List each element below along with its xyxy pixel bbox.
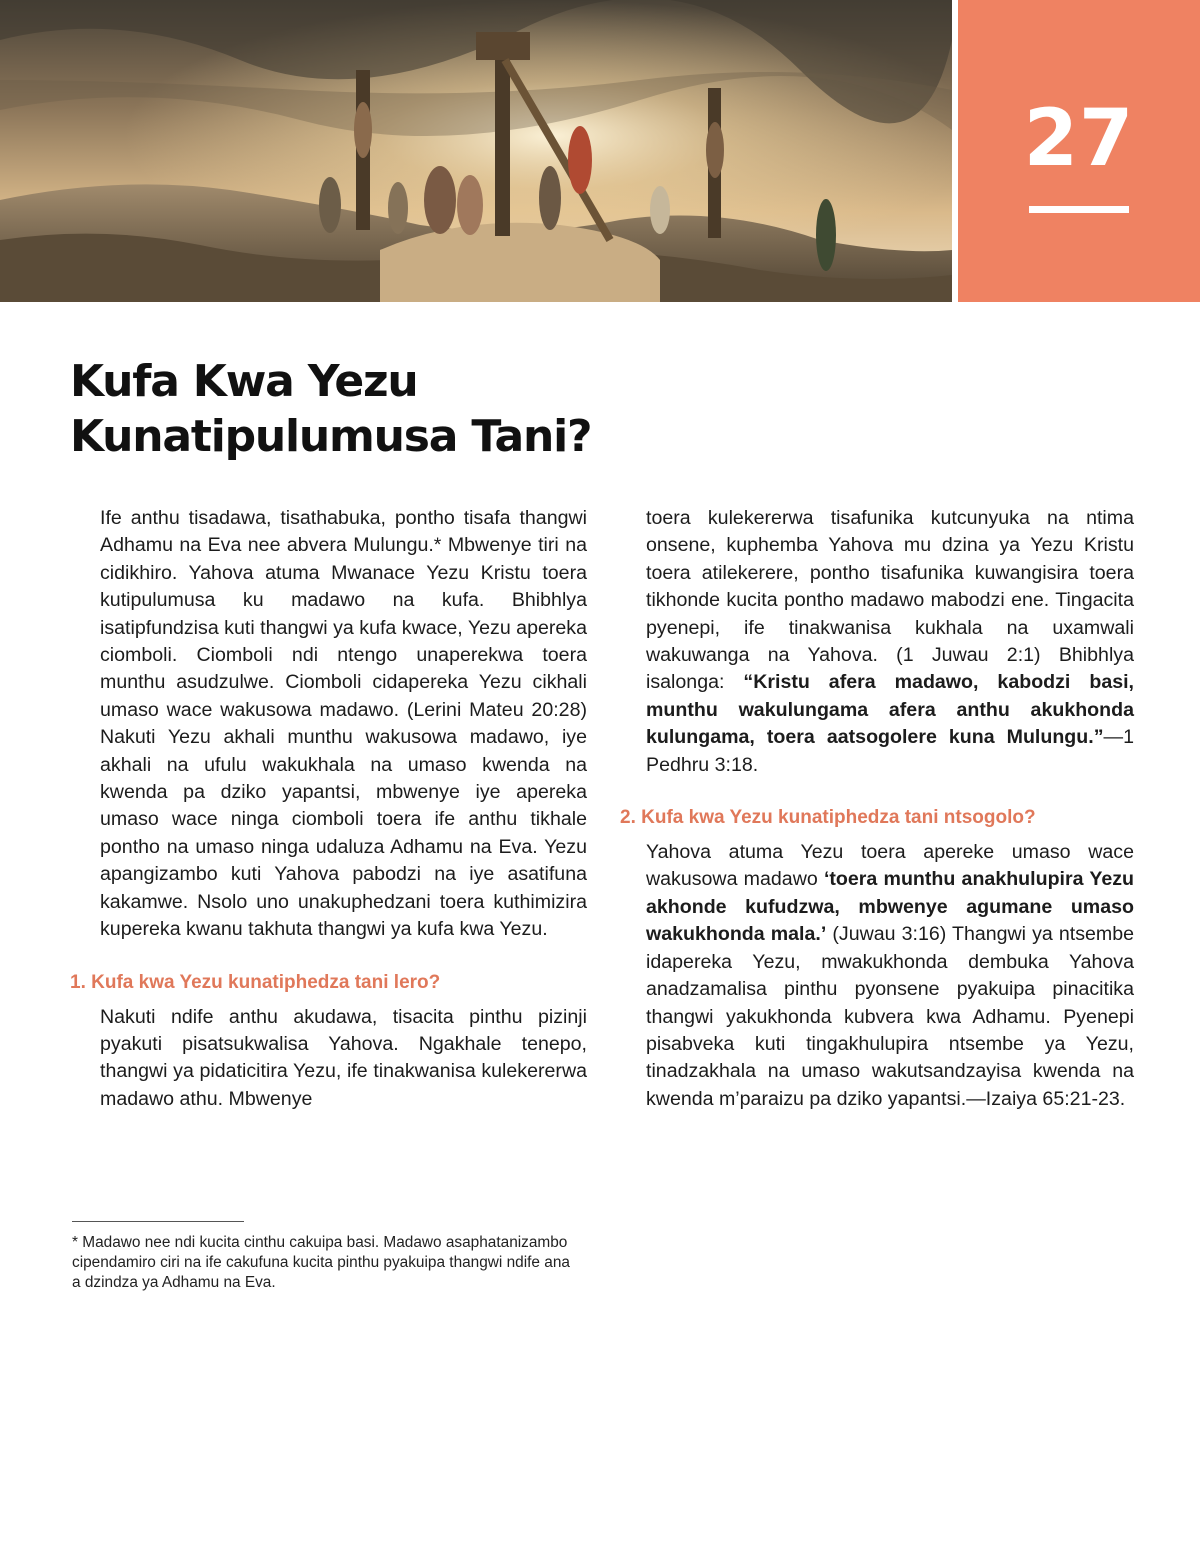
- title-line-1: Kufa Kwa Yezu: [70, 356, 418, 407]
- chapter-underline: [1029, 206, 1129, 213]
- question-1-text-start: Nakuti ndife anthu akudawa, tisacita pinthu pizinji pyakuti pisatsukwalisa Yahova. Ngakhale tenepo, thangwi ya pidaticitira Yezu, ife tinakwanisa kulekererwa madawo athu. Mbwenye: [100, 1005, 587, 1110]
- left-column: [70, 505, 587, 1113]
- footnote-divider: [72, 1221, 244, 1222]
- question-1-heading: 1. Kufa kwa Yezu kunatiphedza tani lero?: [70, 971, 441, 993]
- question-1-text-continued: [646, 505, 1134, 779]
- intro-paragraph: Ife anthu tisadawa, tisathabuka, pontho tisafa thangwi Adhamu na Eva nee abvera Mulungu.* Mbwenye tiri na cidikhiro. Yahova atuma Mwanace Yezu Kristu toera kutipulumusa ku madawo na kufa. Bhibhlya isatipfundzisa kuti thangwi ya kufa kwace, Yezu apereka ciomboli. Ciomboli ndi ntengo unaperekwa toera munthu asudzulwe. Ciomboli cidapereka Yezu cikhali umaso wace wakusowa madawo. (Lerini Mateu 20:28) Nakuti Yezu akhali munthu wakusowa madawo, iye akhali na ufulu wakukhala na umaso kwenda na kwenda pa dziko yapantsi, mbwenye iye apereka umaso wace ninga ciomboli toera ife anthu tikhale pontho na umaso ninga udaluza Adhamu na Eva. Yezu apangizambo kuti Yahova pabodzi na iye asatifuna kakamwe. Nsolo uno unakuphedzani toera kuthimizira kupereka kwanu takhuta thangwi ya kufa kwa Yezu.: [100, 507, 587, 941]
- question-2-text-before: Yahova atuma Yezu toera apereke umaso wace wakusowa madawo: [646, 841, 1134, 891]
- question-1-reference: —1 Pedhru 3:18.: [646, 726, 1134, 776]
- footnote: * Madawo nee ndi kucita cinthu cakuipa basi. Madawo asaphatanizambo cipendamiro ciri na ife cakufuna kucita pinthu pyakuipa thangwi ndife ana a dzindza ya Adhamu na Eva.: [72, 1234, 570, 1291]
- title-line-2: Kunatipulumusa Tani?: [70, 411, 592, 462]
- question-1-text-continued-body: toera kulekererwa tisafunika kutcunyuka na ntima onsene, kuphemba Yahova mu dzina ya Yezu Kristu toera atilekerere, pontho tisafunika kuwangisira toera tikhonde kucita pontho madawo mabodzi ene. Tingacita pyenepi, ife tinakwanisa kukhala na uxamwali wakuwanga na Yahova. (1 Juwau 2:1) Bhibhlya isalonga:: [646, 507, 1134, 694]
- question-2-heading: 2. Kufa kwa Yezu kunatiphedza tani ntsogolo?: [620, 807, 1036, 829]
- question-2-quote: ‘toera munthu anakhulupira Yezu akhonde kufudzwa, mbwenye agumane umaso wakukhonda mala.’: [646, 868, 1134, 946]
- page-title: [70, 354, 770, 464]
- question-1-quote: “Kristu afera madawo, kabodzi basi, munthu wakulungama afera anthu akukhonda kulungama, toera aatsogolere kuna Mulungu.”: [646, 671, 1134, 749]
- crucifixion-illustration: [0, 0, 952, 302]
- question-2-text-after: (Juwau 3:16) Thangwi ya ntsembe idapereka Yezu, mwakukhonda dembuka Yahova anadzamalisa pinthu pyonsene pyakuipa pinacitika thangwi yakukhonda kubvera kwa Adhamu. Pyenepi pisabveka kuti tingakhulupira ntsembe ya Yezu, tinadzakhala na umaso wakutsandzayisa kwenda na kwenda m’paraizu pa dziko yapantsi.—Izaiya 65:21-23.: [646, 923, 1135, 1110]
- question-2-text: [646, 839, 1134, 1113]
- chapter-number: 27: [1023, 94, 1135, 184]
- chapter-badge: [958, 0, 1200, 302]
- right-column: [620, 505, 1135, 1113]
